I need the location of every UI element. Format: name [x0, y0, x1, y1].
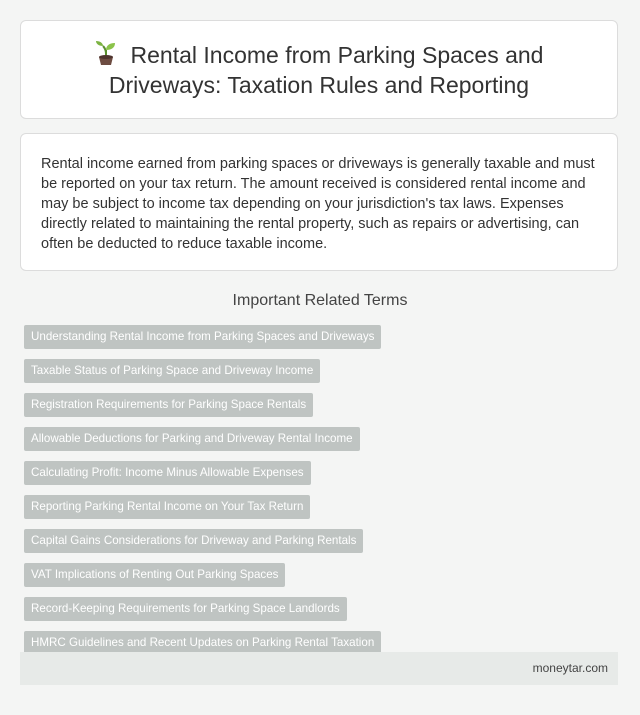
related-term-link[interactable]: HMRC Guidelines and Recent Updates on Parking Rental Taxation [24, 631, 381, 655]
summary-card [20, 133, 618, 271]
related-term-link[interactable]: Taxable Status of Parking Space and Driveway Income [24, 359, 320, 383]
related-terms-list [24, 325, 616, 665]
related-term-link[interactable]: Allowable Deductions for Parking and Driveway Rental Income [24, 427, 360, 451]
title-card [20, 20, 618, 119]
related-term-link[interactable]: Registration Requirements for Parking Space Rentals [24, 393, 313, 417]
summary-text: Rental income earned from parking spaces or driveways is generally taxable and must be reported on your tax return. The amount received is considered rental income and may be subject to income tax depending on your jurisdiction's tax laws. Expenses directly related to maintaining the rental property, such as repairs or advertising, can often be deducted to reduce taxable income. [41, 156, 595, 252]
related-term-link[interactable]: Calculating Profit: Income Minus Allowable Expenses [24, 461, 311, 485]
page-title [59, 40, 579, 100]
related-term-link[interactable]: Capital Gains Considerations for Driveway and Parking Rentals [24, 529, 363, 553]
related-term-link[interactable]: Reporting Parking Rental Income on Your Tax Return [24, 495, 310, 519]
related-term-link[interactable]: Understanding Rental Income from Parking Spaces and Driveways [24, 325, 381, 349]
sprout-icon [95, 40, 117, 66]
footer-site-name[interactable]: moneytar.com [532, 661, 608, 675]
related-terms-heading: Important Related Terms [232, 292, 408, 309]
footer [20, 652, 618, 685]
related-term-link[interactable]: VAT Implications of Renting Out Parking Spaces [24, 563, 285, 587]
related-term-link[interactable]: Record-Keeping Requirements for Parking Space Landlords [24, 597, 347, 621]
page-title-text: Rental Income from Parking Spaces and Driveways: Taxation Rules and Reporting [108, 41, 544, 98]
